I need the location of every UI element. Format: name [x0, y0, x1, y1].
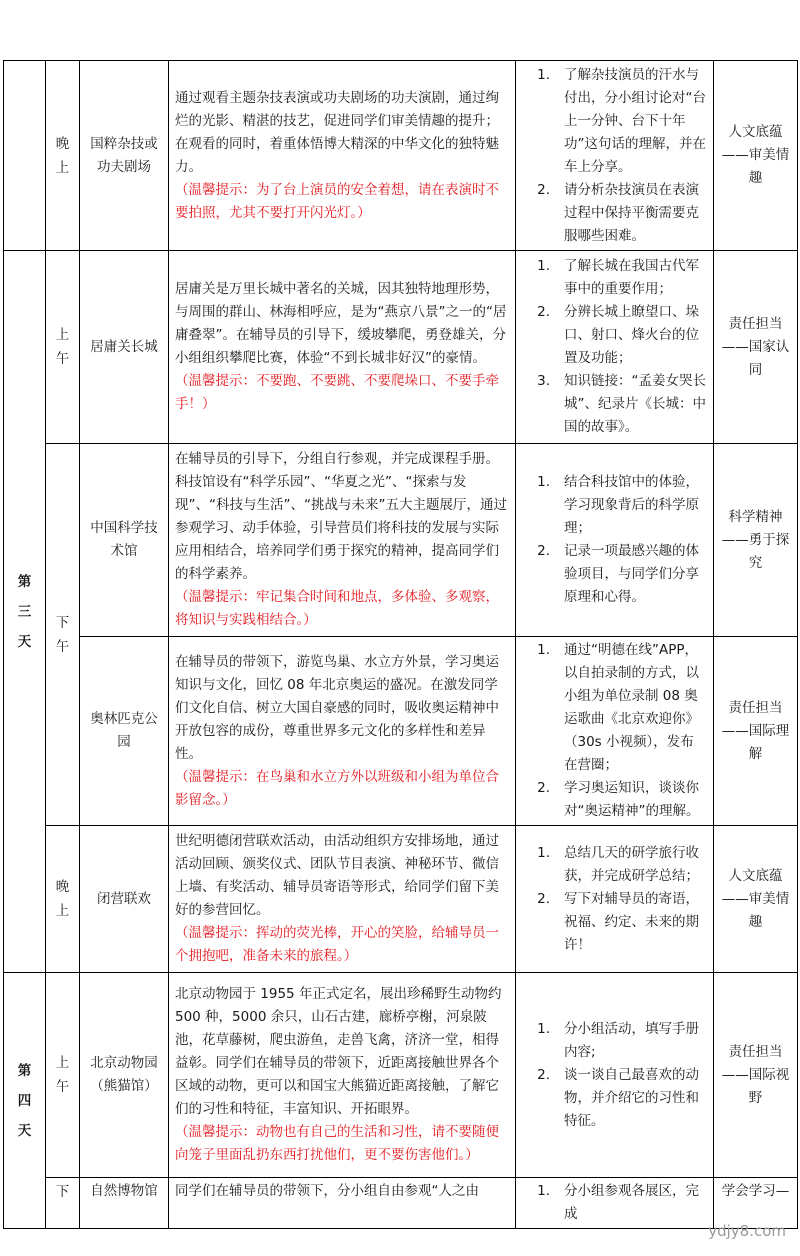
task-text: 了解杂技演员的汗水与付出，分小组讨论对“台上一分钟、台下十年功”这句话的理解，并在车上分享。 [564, 66, 706, 175]
site-watermark: ydjy8.com [708, 1222, 786, 1240]
place-cell: 闭营联欢 [80, 826, 169, 973]
goal-cell: 责任担当——国际视野 [714, 973, 798, 1178]
description-text: 在辅导员的带领下，游览鸟巢、水立方外景，学习奥运知识与文化，回忆 08 年北京奥运的盛况。在激发同学们文化自信、树立大国自豪感的同时，吸收奥运精神中开放包容的成份，尊重世界多元文化的多样性和差异性。 [175, 653, 499, 762]
itinerary-row [4, 251, 798, 444]
task-text: 总结几天的研学旅行收获，并完成研学总结； [564, 844, 699, 884]
place-cell: 国粹杂技或功夫剧场 [80, 61, 169, 251]
description-cell [169, 251, 516, 444]
goal-cell: 人文底蕴——审美情趣 [714, 826, 798, 973]
task-item [522, 1180, 707, 1226]
task-item [522, 540, 707, 609]
goal-cell: 人文底蕴——审美情趣 [714, 61, 798, 251]
goal-cell: 科学精神——勇于探究 [714, 444, 798, 637]
task-item [522, 888, 707, 957]
task-number: 1. [537, 1020, 550, 1037]
itinerary-table [3, 60, 798, 1229]
task-text: 记录一项最感兴趣的体验项目，与同学们分享原理和心得。 [564, 543, 699, 605]
warm-tip: （温馨提示：动物也有自己的生活和习性，请不要随便向笼子里面乱扔东西打扰他们，更不要伤害他们。） [175, 1124, 499, 1163]
time-label: 上 [55, 159, 70, 176]
time-label: 上 [55, 1055, 70, 1071]
description-text: 居庸关是万里长城中著名的关城，因其独特地理形势，与周围的群山、林海相呼应，是为“燕京八景”之一的“居庸叠翠”。在辅导员的引导下，缓坡攀爬，勇登雄关，分小组组织攀爬比赛，体验“不到长城非好汉”的豪情。 [175, 281, 507, 366]
description-cell [169, 444, 516, 637]
tasks-cell [516, 637, 714, 826]
time-cell [46, 1178, 80, 1229]
warm-tip: （温馨提示：为了台上演员的安全着想，请在表演时不要拍照，尤其不要打开闪光灯。） [175, 181, 499, 221]
tasks-cell [516, 826, 714, 973]
day-label: 四 [17, 1092, 32, 1109]
day-label: 第 [17, 573, 32, 590]
task-item [522, 777, 707, 823]
goal-cell: 学会学习— [714, 1178, 798, 1229]
time-label: 上 [55, 327, 70, 343]
task-list [522, 471, 707, 609]
tasks-cell [516, 973, 714, 1178]
task-number: 2. [537, 1066, 550, 1083]
task-list [522, 64, 707, 248]
task-item [522, 471, 707, 540]
day-label: 三 [17, 603, 32, 620]
time-cell [46, 973, 80, 1178]
task-item [522, 842, 707, 888]
tasks-cell [516, 1178, 714, 1229]
warm-tip: （温馨提示：挥动的荧光棒，开心的笑脸，给辅导员一个拥抱吧，准备未来的旅程。） [175, 925, 499, 964]
task-text: 分小组参观各展区，完成 [564, 1183, 699, 1222]
task-text: 分辨长城上瞭望口、垛口、射口、烽火台的位置及功能； [564, 304, 699, 366]
day-cell [4, 251, 46, 973]
task-list [522, 1018, 707, 1133]
task-number: 1. [537, 474, 550, 490]
day-cell-empty [4, 61, 46, 251]
description-cell [169, 1178, 516, 1229]
description-cell [169, 826, 516, 973]
day-cell [4, 973, 46, 1229]
description-cell [169, 637, 516, 826]
tasks-cell [516, 251, 714, 444]
task-item [522, 639, 707, 777]
time-label: 午 [55, 351, 70, 367]
task-number: 3. [537, 373, 550, 389]
goal-cell: 责任担当——国际理解 [714, 637, 798, 826]
task-item [522, 370, 707, 439]
time-cell [46, 61, 80, 251]
itinerary-row [4, 826, 798, 973]
time-label: 上 [55, 903, 70, 919]
description-text: 在辅导员的引导下，分组自行参观，并完成课程手册。科技馆设有“科学乐园”、“华夏之光”、“探索与发现”、“科技与生活”、“挑战与未来”五大主题展厅，通过参观学习、动手体验，引导营员们将科技的发展与实际应用相结合，培养同学们勇于探究的精神，提高同学们的科学素养。 [175, 451, 507, 582]
itinerary-row [4, 444, 798, 637]
task-number: 1. [537, 258, 550, 274]
warm-tip: （温馨提示：牢记集合时间和地点，多体验、多观察，将知识与实践相结合。） [175, 589, 499, 628]
time-cell [46, 251, 80, 444]
warm-tip: （温馨提示：不要跑、不要跳、不要爬垛口、不要手牵手！） [175, 373, 499, 412]
task-item [522, 64, 707, 179]
task-list [522, 255, 707, 439]
task-text: 请分析杂技演员在表演过程中保持平衡需要克服哪些困难。 [564, 181, 699, 244]
time-cell [46, 444, 80, 826]
task-list [522, 639, 707, 823]
task-text: 分小组活动，填写手册内容; [564, 1020, 699, 1060]
task-number: 2. [537, 543, 550, 559]
task-number: 2. [537, 181, 550, 198]
time-label: 晚 [55, 135, 70, 152]
task-item [522, 255, 707, 301]
goal-cell: 责任担当——国家认同 [714, 251, 798, 444]
task-number: 1. [537, 66, 550, 83]
task-number: 1. [537, 642, 550, 658]
time-label: 午 [55, 1079, 70, 1095]
day-label: 第 [17, 1062, 32, 1079]
task-list [522, 842, 707, 957]
task-number: 2. [537, 780, 550, 796]
tasks-cell [516, 61, 714, 251]
itinerary-row [4, 973, 798, 1178]
task-number: 1. [537, 1183, 550, 1199]
description-cell [169, 973, 516, 1178]
task-text: 结合科技馆中的体验，学习现象背后的科学原理； [564, 474, 699, 536]
task-number: 1. [537, 844, 550, 861]
task-item [522, 301, 707, 370]
task-text: 通过“明德在线”APP，以自拍录制的方式，以小组为单位录制 08 奥运歌曲《北京欢迎你》（30s 小视频），发布在营圈； [564, 642, 699, 773]
itinerary-row [4, 61, 798, 251]
place-cell: 居庸关长城 [80, 251, 169, 444]
warm-tip: （温馨提示：在鸟巢和水立方外以班级和小组为单位合影留念。） [175, 768, 499, 808]
task-text: 学习奥运知识，谈谈你对“奥运精神”的理解。 [564, 780, 700, 819]
day-label: 天 [17, 1122, 32, 1139]
task-item [522, 179, 707, 248]
task-text: 知识链接：“孟姜女哭长城”、纪录片《长城：中国的故事》。 [564, 373, 706, 435]
description-text: 世纪明德闭营联欢活动，由活动组织方安排场地，通过活动回顾、颁奖仪式、团队节目表演、神秘环节、微信上墙、有奖活动、辅导员寄语等形式，给同学们留下美好的参营回忆。 [175, 833, 499, 918]
description-text: 北京动物园于 1955 年正式定名，展出珍稀野生动物约 500 种，5000 余只，山石古建，廊桥亭榭，河泉陂池，花草藤树，爬虫游鱼，走兽飞禽，济济一堂，相得益彰。同学们在辅导员的带领下，近距离接触世界各个区域的动物，更可以和国宝大熊猫近距离接触，了解它们的习性和特征，丰富知识、开拓眼界。 [175, 986, 502, 1117]
itinerary-row [4, 1178, 798, 1229]
itinerary-row [4, 637, 798, 826]
task-number: 2. [537, 304, 550, 320]
tasks-cell [516, 444, 714, 637]
description-text: 同学们在辅导员的带领下，分小组自由参观“人之由 [175, 1183, 479, 1199]
time-label: 午 [55, 638, 70, 655]
place-cell: 中国科学技术馆 [80, 444, 169, 637]
task-list [522, 1180, 707, 1226]
description-text: 通过观看主题杂技表演或功夫剧场的功夫演剧，通过绚烂的光影、精湛的技艺，促进同学们审美情趣的提升；在观看的同时，着重体悟博大精深的中华文化的独特魅力。 [175, 89, 499, 175]
time-label: 下 [55, 1184, 70, 1200]
task-number: 2. [537, 890, 550, 907]
place-cell: 自然博物馆 [80, 1178, 169, 1229]
description-cell [169, 61, 516, 251]
time-label: 下 [55, 614, 70, 631]
task-item [522, 1018, 707, 1064]
time-cell [46, 826, 80, 973]
task-text: 谈一谈自己最喜欢的动物，并介绍它的习性和特征。 [564, 1066, 699, 1129]
task-text: 了解长城在我国古代军事中的重要作用； [564, 258, 699, 297]
day-label: 天 [17, 633, 32, 650]
place-cell: 北京动物园（熊猫馆） [80, 973, 169, 1178]
time-label: 晚 [55, 879, 70, 895]
place-cell: 奥林匹克公园 [80, 637, 169, 826]
task-text: 写下对辅导员的寄语，祝福、约定、未来的期许！ [564, 890, 699, 953]
task-item [522, 1064, 707, 1133]
